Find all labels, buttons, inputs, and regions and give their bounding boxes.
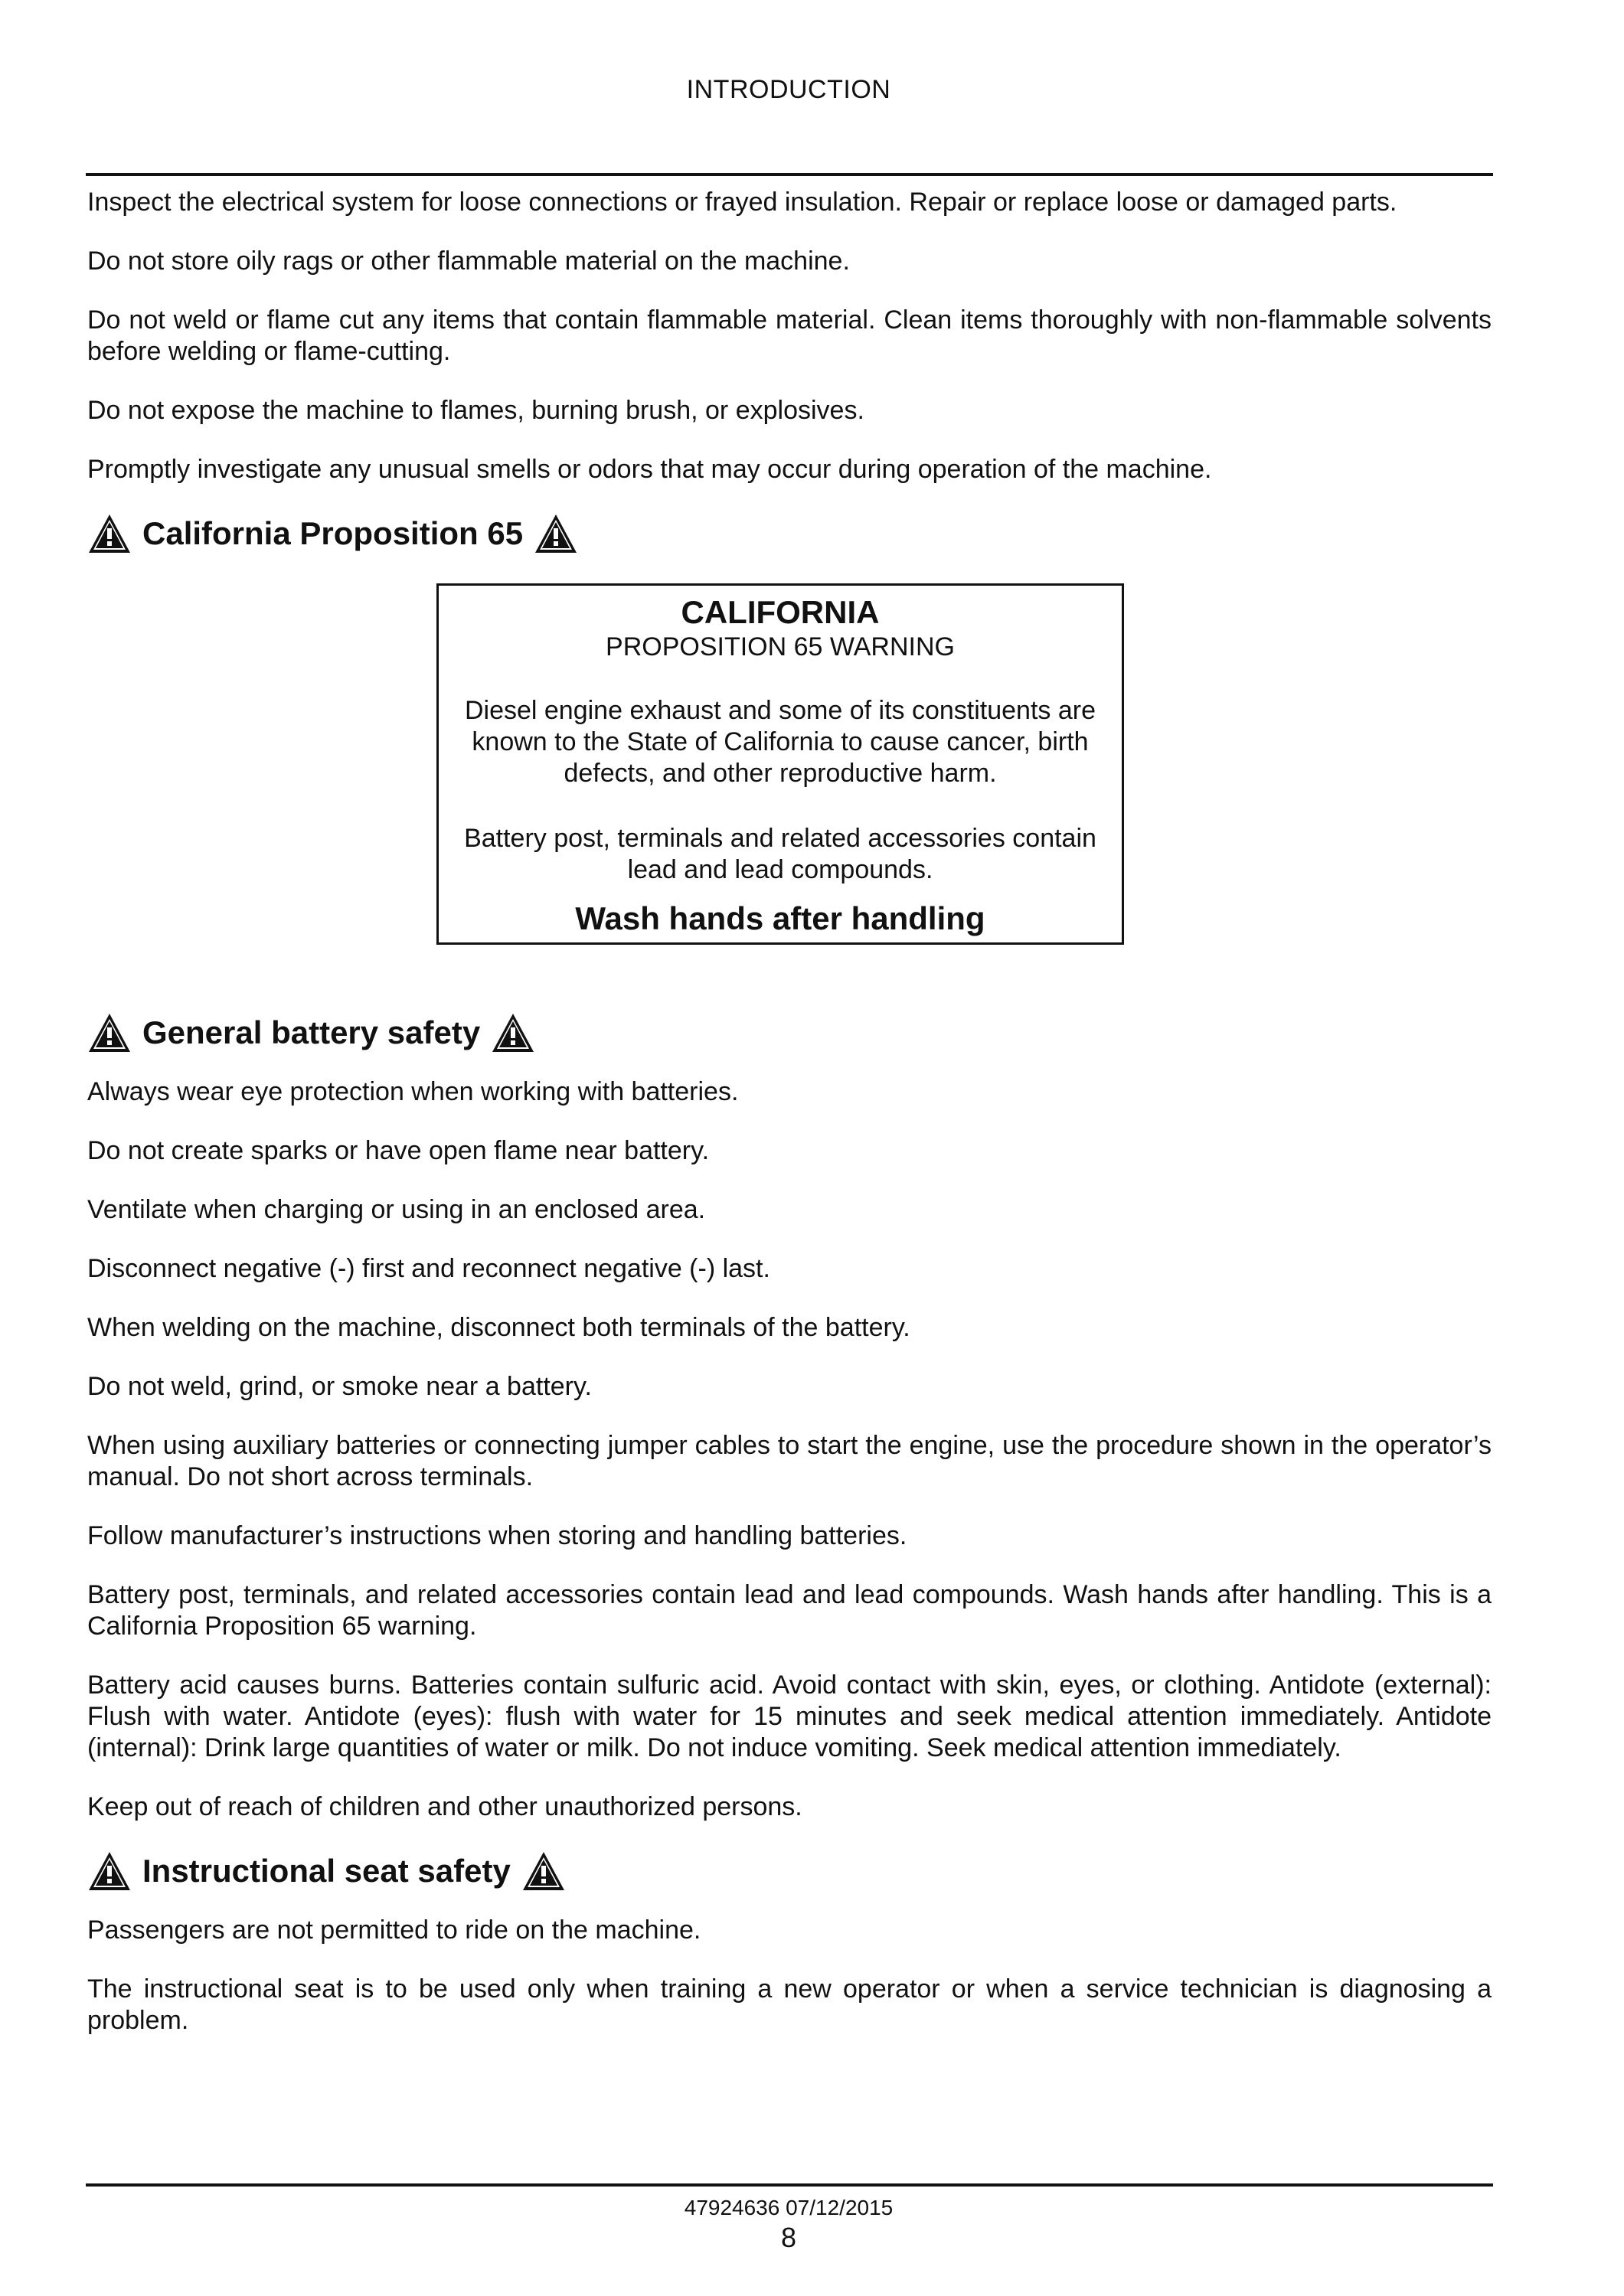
- battery-paragraph: Follow manufacturer’s instructions when storing and handling batteries.: [87, 1521, 907, 1550]
- battery-paragraph: Disconnect negative (-) first and reconnect negative (-) last.: [87, 1254, 770, 1283]
- prop65-box-paragraph: Battery post, terminals and related accessories contain lead and lead compounds.: [464, 824, 1096, 884]
- warning-triangle-icon: [87, 513, 132, 554]
- seat-paragraph: The instructional seat is to be used only when training a new operator or when a service technician is diagnosing a problem.: [87, 1974, 1492, 2035]
- intro-paragraph: Do not weld or flame cut any items that contain flammable material. Clean items thoroughly with non-flammable solvents before welding or flame-cutting.: [87, 305, 1492, 366]
- warning-triangle-icon: [87, 1850, 132, 1892]
- battery-paragraph: Battery acid causes burns. Batteries contain sulfuric acid. Avoid contact with skin, eyes, or clothing. Antidote (external): Flush with water. Antidote (eyes): flush with water for 15 minutes and seek medical attention immediately. Antidote (internal): Drink large quantities of water or milk. Do not induce vomiting. Seek medical attention immediately.: [87, 1671, 1492, 1762]
- prop65-box-paragraph: Diesel engine exhaust and some of its constituents are known to the State of California to cause cancer, birth defects, and other reproductive harm.: [464, 696, 1096, 788]
- battery-paragraph: Keep out of reach of children and other unauthorized persons.: [87, 1792, 802, 1821]
- intro-paragraph: Do not expose the machine to flames, burning brush, or explosives.: [87, 396, 864, 425]
- prop65-box-subtitle: PROPOSITION 65 WARNING: [606, 632, 955, 661]
- battery-paragraph: Always wear eye protection when working with batteries.: [87, 1077, 739, 1106]
- seat-heading-text: Instructional seat safety: [142, 1853, 511, 1889]
- document-code: 47924636 07/12/2015: [684, 2196, 894, 2219]
- seat-heading: [87, 1850, 1492, 1892]
- page-content: [87, 187, 1492, 2064]
- footer-rule: [86, 2183, 1493, 2187]
- battery-paragraph: Do not weld, grind, or smoke near a battery.: [87, 1372, 592, 1401]
- california-heading: [87, 513, 1492, 554]
- page-header: INTRODUCTION: [686, 75, 891, 104]
- battery-paragraph: When using auxiliary batteries or connecting jumper cables to start the engine, use the procedure shown in the operator’s manual. Do not short across terminals.: [87, 1431, 1492, 1491]
- intro-paragraph: Inspect the electrical system for loose connections or frayed insulation. Repair or replace loose or damaged parts.: [87, 188, 1397, 217]
- warning-triangle-icon: [521, 1850, 566, 1892]
- prop65-box-footer: Wash hands after handling: [575, 900, 985, 936]
- intro-paragraph: Promptly investigate any unusual smells or odors that may occur during operation of the machine.: [87, 455, 1212, 484]
- warning-triangle-icon: [87, 1012, 132, 1053]
- warning-triangle-icon: [491, 1012, 535, 1053]
- intro-paragraph: Do not store oily rags or other flammable material on the machine.: [87, 247, 850, 276]
- battery-heading: [87, 1012, 1492, 1053]
- battery-paragraph: Battery post, terminals, and related accessories contain lead and lead compounds. Wash hands after handling. This is a California Proposition 65 warning.: [87, 1580, 1492, 1641]
- prop65-box-title: CALIFORNIA: [681, 594, 880, 630]
- warning-triangle-icon: [534, 513, 578, 554]
- battery-paragraph: Ventilate when charging or using in an enclosed area.: [87, 1195, 706, 1224]
- battery-paragraph: Do not create sparks or have open flame near battery.: [87, 1136, 710, 1165]
- header-rule: [86, 173, 1493, 176]
- battery-heading-text: General battery safety: [142, 1014, 481, 1050]
- seat-paragraph: Passengers are not permitted to ride on the machine.: [87, 1916, 701, 1945]
- california-heading-text: California Proposition 65: [142, 515, 524, 551]
- page-number: 8: [780, 2222, 797, 2253]
- battery-paragraph: When welding on the machine, disconnect both terminals of the battery.: [87, 1313, 910, 1342]
- prop65-warning-box: [436, 583, 1124, 945]
